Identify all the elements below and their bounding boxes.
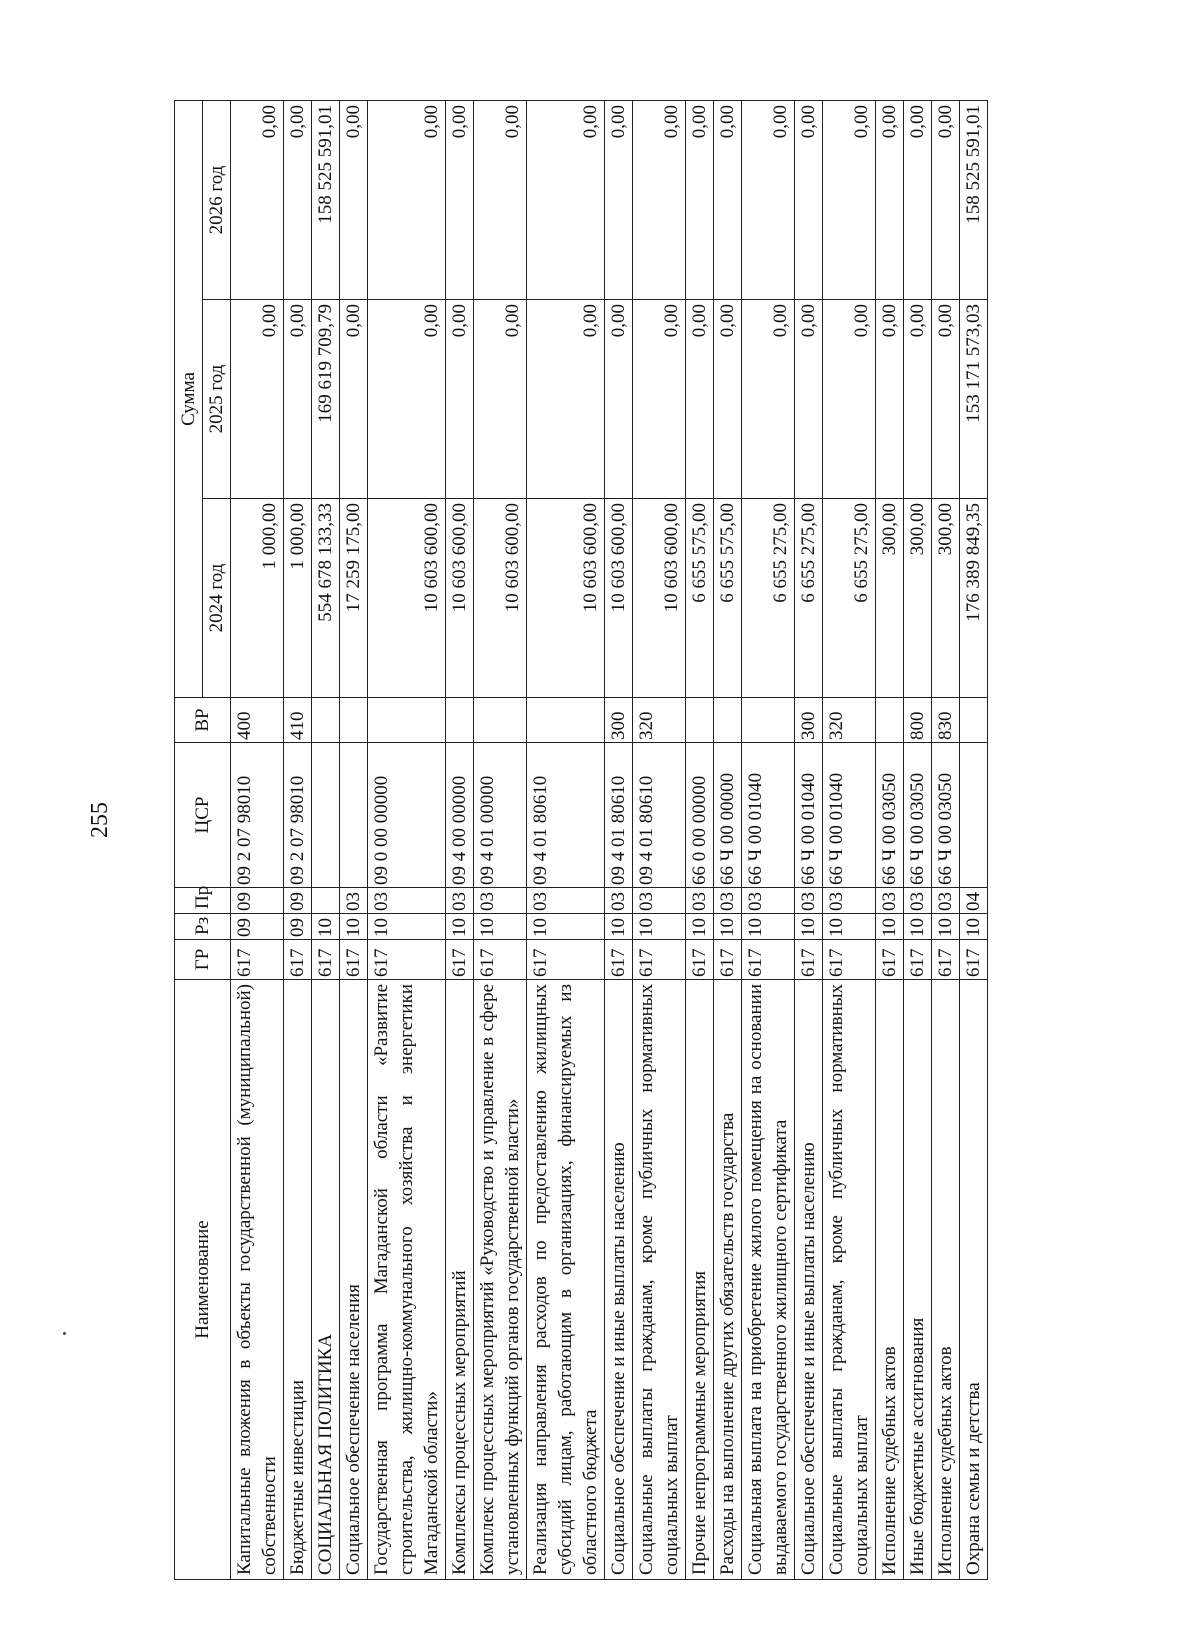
- row-gr-cell: 617: [527, 940, 605, 980]
- row-2024-cell: 6 655 575,00: [714, 499, 742, 698]
- row-2024-cell: 10 603 600,00: [605, 499, 633, 698]
- row-pr-cell: 03: [340, 888, 368, 914]
- row-pr-cell: 03: [823, 888, 876, 914]
- row-pr-cell: 03: [527, 888, 605, 914]
- header-vr: ВР: [175, 698, 231, 743]
- row-csr-cell: [312, 743, 340, 888]
- row-csr-cell: 66 Ч 00 03050: [904, 743, 932, 888]
- row-2026-cell: 158 525 591,01: [960, 101, 988, 300]
- row-2024-cell: 10 603 600,00: [527, 499, 605, 698]
- row-2024-cell: 300,00: [904, 499, 932, 698]
- row-rz-cell: 09: [284, 914, 312, 940]
- row-pr-cell: 03: [932, 888, 960, 914]
- row-rz-cell: 10: [932, 914, 960, 940]
- row-name-cell: Комплексы процессных мероприятий: [446, 980, 474, 1580]
- row-gr-cell: 617: [686, 940, 714, 980]
- row-csr-cell: 09 4 01 80610: [633, 743, 686, 888]
- row-gr-cell: 617: [368, 940, 446, 980]
- row-rz-cell: 10: [605, 914, 633, 940]
- row-name-cell: Капитальные вложения в объекты государственной (муниципальной) собственности: [231, 980, 284, 1580]
- row-2024-cell: 6 655 575,00: [686, 499, 714, 698]
- row-name-cell: Иные бюджетные ассигнования: [904, 980, 932, 1580]
- row-2026-cell: 158 525 591,01: [312, 101, 340, 300]
- row-vr-cell: 320: [823, 698, 876, 743]
- row-2026-cell: 0,00: [932, 101, 960, 300]
- row-pr-cell: 03: [904, 888, 932, 914]
- row-gr-cell: 617: [795, 940, 823, 980]
- row-vr-cell: 800: [904, 698, 932, 743]
- page-number: 255: [87, 802, 113, 838]
- row-2026-cell: 0,00: [284, 101, 312, 300]
- row-rz-cell: 09: [231, 914, 284, 940]
- row-vr-cell: [527, 698, 605, 743]
- row-vr-cell: [742, 698, 795, 743]
- row-vr-cell: [686, 698, 714, 743]
- row-name-cell: Реализация направления расходов по предоставлению жилищных субсидий лицам, работающим в организациях, финансируемых из областного бюджета: [527, 980, 605, 1580]
- table-row: [231, 101, 284, 1580]
- row-2025-cell: 0,00: [340, 300, 368, 499]
- row-pr-cell: 03: [686, 888, 714, 914]
- table-row: [605, 101, 633, 1580]
- row-pr-cell: 03: [876, 888, 904, 914]
- table-body: [231, 101, 988, 1580]
- row-csr-cell: 09 4 01 00000: [474, 743, 527, 888]
- row-2025-cell: 0,00: [284, 300, 312, 499]
- row-vr-cell: [340, 698, 368, 743]
- row-name-cell: Социальное обеспечение и иные выплаты населению: [605, 980, 633, 1580]
- row-2024-cell: 6 655 275,00: [823, 499, 876, 698]
- table-row: [312, 101, 340, 1580]
- row-name-cell: Исполнение судебных актов: [876, 980, 904, 1580]
- row-csr-cell: 66 Ч 00 01040: [823, 743, 876, 888]
- row-vr-cell: [960, 698, 988, 743]
- row-csr-cell: [340, 743, 368, 888]
- row-gr-cell: 617: [904, 940, 932, 980]
- row-2026-cell: 0,00: [340, 101, 368, 300]
- row-name-cell: Прочие непрограммные мероприятия: [686, 980, 714, 1580]
- header-2026: 2026 год: [203, 101, 231, 300]
- row-pr-cell: [312, 888, 340, 914]
- row-2024-cell: 6 655 275,00: [742, 499, 795, 698]
- row-pr-cell: 03: [474, 888, 527, 914]
- row-vr-cell: [474, 698, 527, 743]
- table-row: [474, 101, 527, 1580]
- table-header: [175, 101, 231, 1580]
- row-2026-cell: 0,00: [904, 101, 932, 300]
- row-csr-cell: 09 2 07 98010: [231, 743, 284, 888]
- row-2026-cell: 0,00: [446, 101, 474, 300]
- row-csr-cell: 66 Ч 00 03050: [932, 743, 960, 888]
- row-2026-cell: 0,00: [876, 101, 904, 300]
- row-rz-cell: 10: [795, 914, 823, 940]
- row-pr-cell: 03: [742, 888, 795, 914]
- row-gr-cell: 617: [633, 940, 686, 980]
- row-2026-cell: 0,00: [742, 101, 795, 300]
- row-2024-cell: 10 603 600,00: [474, 499, 527, 698]
- row-2025-cell: 0,00: [527, 300, 605, 499]
- row-2026-cell: 0,00: [714, 101, 742, 300]
- row-2025-cell: 0,00: [795, 300, 823, 499]
- row-rz-cell: 10: [714, 914, 742, 940]
- row-2024-cell: 300,00: [932, 499, 960, 698]
- row-gr-cell: 617: [714, 940, 742, 980]
- header-pr: Пр: [175, 888, 231, 914]
- row-csr-cell: 66 0 00 00000: [686, 743, 714, 888]
- row-2024-cell: 1 000,00: [231, 499, 284, 698]
- row-2025-cell: 0,00: [823, 300, 876, 499]
- row-csr-cell: 66 Ч 00 00000: [714, 743, 742, 888]
- row-gr-cell: 617: [231, 940, 284, 980]
- row-rz-cell: 10: [876, 914, 904, 940]
- table-row: [932, 101, 960, 1580]
- row-2024-cell: 17 259 175,00: [340, 499, 368, 698]
- row-2025-cell: 0,00: [714, 300, 742, 499]
- row-csr-cell: 09 0 00 00000: [368, 743, 446, 888]
- row-2026-cell: 0,00: [368, 101, 446, 300]
- row-pr-cell: 03: [368, 888, 446, 914]
- row-rz-cell: 10: [340, 914, 368, 940]
- table-row: [742, 101, 795, 1580]
- row-vr-cell: 300: [795, 698, 823, 743]
- row-gr-cell: 617: [605, 940, 633, 980]
- row-gr-cell: 617: [823, 940, 876, 980]
- row-pr-cell: 09: [284, 888, 312, 914]
- row-rz-cell: 10: [368, 914, 446, 940]
- row-2025-cell: 0,00: [474, 300, 527, 499]
- row-csr-cell: 09 4 01 80610: [527, 743, 605, 888]
- row-gr-cell: 617: [960, 940, 988, 980]
- row-2026-cell: 0,00: [795, 101, 823, 300]
- row-vr-cell: 400: [231, 698, 284, 743]
- row-csr-cell: 66 Ч 00 01040: [742, 743, 795, 888]
- table-row: [368, 101, 446, 1580]
- row-csr-cell: 09 2 07 98010: [284, 743, 312, 888]
- row-2025-cell: 169 619 709,79: [312, 300, 340, 499]
- row-name-cell: Бюджетные инвестиции: [284, 980, 312, 1580]
- table-row: [823, 101, 876, 1580]
- row-pr-cell: 03: [795, 888, 823, 914]
- row-2026-cell: 0,00: [605, 101, 633, 300]
- row-csr-cell: [960, 743, 988, 888]
- row-vr-cell: 410: [284, 698, 312, 743]
- row-rz-cell: 10: [823, 914, 876, 940]
- row-rz-cell: 10: [312, 914, 340, 940]
- table-row: [527, 101, 605, 1580]
- row-2025-cell: 0,00: [231, 300, 284, 499]
- table-row: [876, 101, 904, 1580]
- row-2025-cell: 0,00: [446, 300, 474, 499]
- row-2026-cell: 0,00: [823, 101, 876, 300]
- row-pr-cell: 03: [446, 888, 474, 914]
- budget-table-container: [174, 100, 1041, 1580]
- row-vr-cell: [312, 698, 340, 743]
- row-2025-cell: 153 171 573,03: [960, 300, 988, 499]
- row-gr-cell: 617: [742, 940, 795, 980]
- row-rz-cell: 10: [686, 914, 714, 940]
- row-vr-cell: 830: [932, 698, 960, 743]
- row-name-cell: Государственная программа Магаданской области «Развитие строительства, жилищно-коммунального хозяйства и энергетики Магаданской области»: [368, 980, 446, 1580]
- row-gr-cell: 617: [932, 940, 960, 980]
- header-gr: ГР: [175, 940, 231, 980]
- header-2024: 2024 год: [203, 499, 231, 698]
- row-2025-cell: 0,00: [686, 300, 714, 499]
- row-rz-cell: 10: [960, 914, 988, 940]
- row-vr-cell: 320: [633, 698, 686, 743]
- row-2026-cell: 0,00: [474, 101, 527, 300]
- row-2025-cell: 0,00: [368, 300, 446, 499]
- row-name-cell: Социальная выплата на приобретение жилого помещения на основании выдаваемого государственного жилищного сертификата: [742, 980, 795, 1580]
- header-sum: Сумма: [175, 101, 203, 698]
- row-2025-cell: 0,00: [904, 300, 932, 499]
- row-vr-cell: 300: [605, 698, 633, 743]
- table-row: [446, 101, 474, 1580]
- row-rz-cell: 10: [474, 914, 527, 940]
- row-2024-cell: 554 678 133,33: [312, 499, 340, 698]
- row-gr-cell: 617: [284, 940, 312, 980]
- row-2026-cell: 0,00: [527, 101, 605, 300]
- row-pr-cell: 03: [633, 888, 686, 914]
- row-gr-cell: 617: [340, 940, 368, 980]
- header-rz: Рз: [175, 914, 231, 940]
- row-name-cell: Социальные выплаты гражданам, кроме публичных нормативных социальных выплат: [823, 980, 876, 1580]
- table-row: [340, 101, 368, 1580]
- row-name-cell: Социальные выплаты гражданам, кроме публичных нормативных социальных выплат: [633, 980, 686, 1580]
- row-2024-cell: 6 655 275,00: [795, 499, 823, 698]
- row-gr-cell: 617: [876, 940, 904, 980]
- row-name-cell: Комплекс процессных мероприятий «Руководство и управление в сфере установленных функций органов государственной власти»: [474, 980, 527, 1580]
- table-row: [795, 101, 823, 1580]
- table-row: [633, 101, 686, 1580]
- row-name-cell: Социальное обеспечение населения: [340, 980, 368, 1580]
- row-rz-cell: 10: [633, 914, 686, 940]
- row-pr-cell: 09: [231, 888, 284, 914]
- row-2024-cell: 10 603 600,00: [633, 499, 686, 698]
- row-2024-cell: 10 603 600,00: [446, 499, 474, 698]
- scan-speck: [63, 1332, 66, 1335]
- row-name-cell: СОЦИАЛЬНАЯ ПОЛИТИКА: [312, 980, 340, 1580]
- row-2025-cell: 0,00: [932, 300, 960, 499]
- row-csr-cell: 09 4 00 00000: [446, 743, 474, 888]
- table-row: [714, 101, 742, 1580]
- budget-table: [174, 100, 988, 1580]
- row-gr-cell: 617: [474, 940, 527, 980]
- row-2025-cell: 0,00: [876, 300, 904, 499]
- row-pr-cell: 03: [714, 888, 742, 914]
- row-gr-cell: 617: [446, 940, 474, 980]
- row-name-cell: Охрана семьи и детства: [960, 980, 988, 1580]
- table-row: [960, 101, 988, 1580]
- row-2024-cell: 300,00: [876, 499, 904, 698]
- row-rz-cell: 10: [904, 914, 932, 940]
- row-2025-cell: 0,00: [605, 300, 633, 499]
- row-2026-cell: 0,00: [633, 101, 686, 300]
- row-vr-cell: [368, 698, 446, 743]
- row-2024-cell: 10 603 600,00: [368, 499, 446, 698]
- row-2024-cell: 176 389 849,35: [960, 499, 988, 698]
- row-rz-cell: 10: [742, 914, 795, 940]
- row-csr-cell: 09 4 01 80610: [605, 743, 633, 888]
- row-2026-cell: 0,00: [686, 101, 714, 300]
- row-2026-cell: 0,00: [231, 101, 284, 300]
- row-vr-cell: [876, 698, 904, 743]
- row-2024-cell: 1 000,00: [284, 499, 312, 698]
- table-row: [686, 101, 714, 1580]
- row-2025-cell: 0,00: [633, 300, 686, 499]
- row-pr-cell: 03: [605, 888, 633, 914]
- table-row: [284, 101, 312, 1580]
- table-row: [904, 101, 932, 1580]
- row-rz-cell: 10: [527, 914, 605, 940]
- row-pr-cell: 04: [960, 888, 988, 914]
- row-csr-cell: 66 Ч 00 03050: [876, 743, 904, 888]
- header-2025: 2025 год: [203, 300, 231, 499]
- row-name-cell: Расходы на выполнение других обязательств государства: [714, 980, 742, 1580]
- row-csr-cell: 66 Ч 00 01040: [795, 743, 823, 888]
- row-gr-cell: 617: [312, 940, 340, 980]
- row-2025-cell: 0,00: [742, 300, 795, 499]
- row-name-cell: Социальное обеспечение и иные выплаты населению: [795, 980, 823, 1580]
- row-rz-cell: 10: [446, 914, 474, 940]
- row-name-cell: Исполнение судебных актов: [932, 980, 960, 1580]
- row-vr-cell: [446, 698, 474, 743]
- header-csr: ЦСР: [175, 743, 231, 888]
- row-vr-cell: [714, 698, 742, 743]
- header-name: Наименование: [175, 980, 231, 1580]
